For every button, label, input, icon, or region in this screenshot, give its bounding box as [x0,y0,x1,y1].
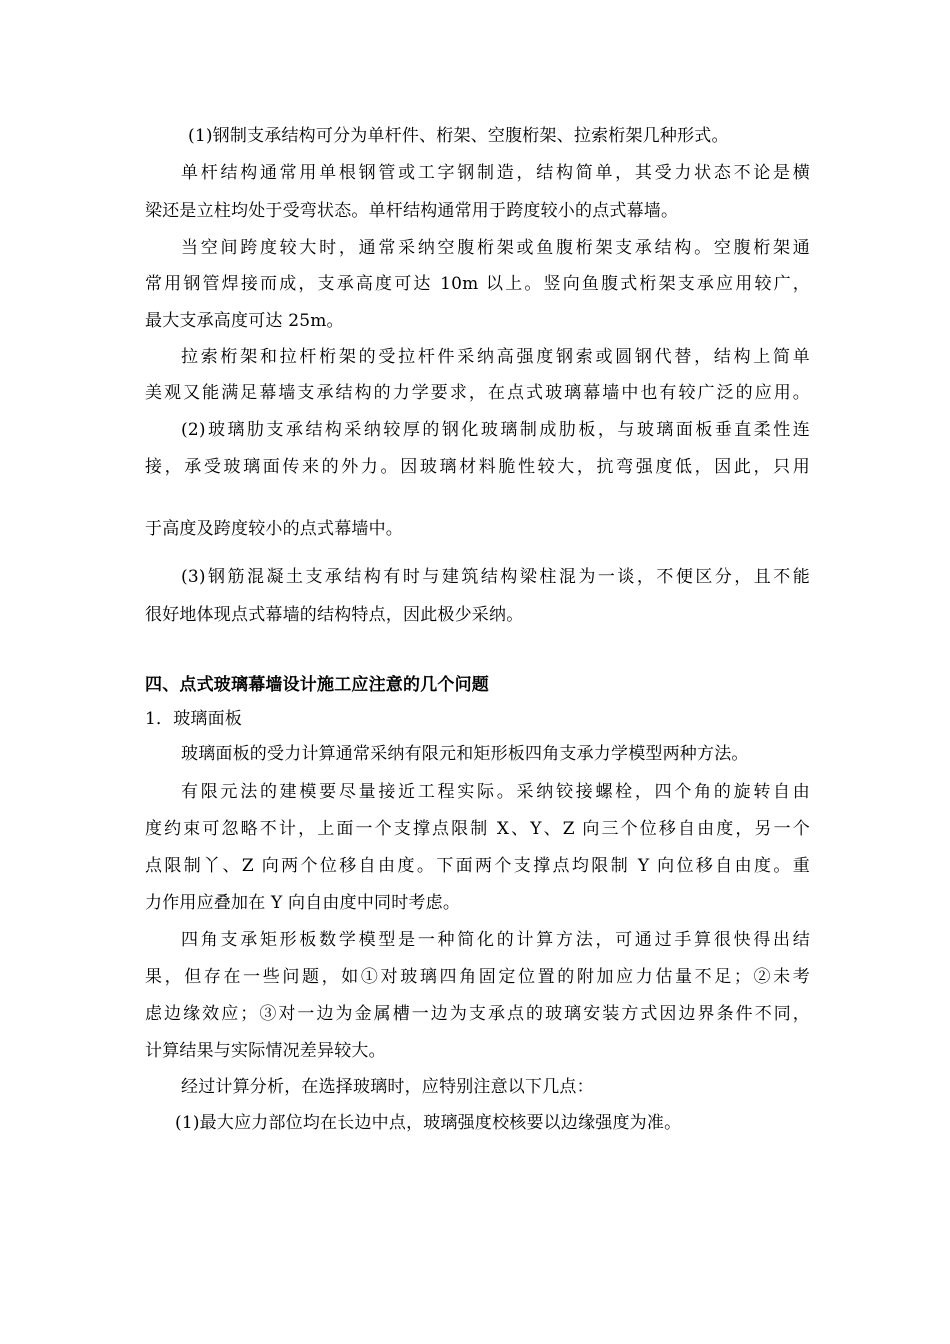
subsection-heading-glass-panel: 1．玻璃面板 [145,709,243,729]
paragraph-concrete-support-line-2: 很好地体现点式幕墙的结构特点，因此极少采纳。 [145,605,524,625]
paragraph-glass-fin-line-3: 于高度及跨度较小的点式幕墙中。 [145,519,403,539]
paragraph-cable-truss-line-2: 美观又能满足幕墙支承结构的力学要求，在点式玻璃幕墙中也有较广泛的应用。 [145,383,810,403]
paragraph-single-member-line-2: 梁还是立柱均处于受弯状态。单杆结构通常用于跨度较小的点式幕墙。 [145,201,679,221]
paragraph-glass-fin-line-2: 接，承受玻璃面传来的外力。因玻璃材料脆性较大，抗弯强度低，因此，只用 [145,457,810,477]
section-heading-four: 四、点式玻璃幕墙设计施工应注意的几个问题 [145,675,489,695]
paragraph-four-corner-line-2: 果，但存在一些问题，如①对玻璃四角固定位置的附加应力估量不足；②未考 [145,967,810,987]
paragraph-fem-line-1: 有限元法的建模要尽量接近工程实际。采纳铰接螺栓，四个角的旋转自由 [181,782,810,802]
paragraph-open-web-truss-line-1: 当空间跨度较大时，通常采纳空腹桁架或鱼腹桁架支承结构。空腹桁架通 [181,238,810,258]
paragraph-fem-line-4: 力作用应叠加在 Y 向自由度中同时考虑。 [145,893,461,913]
paragraph-steel-support-forms: (1)钢制支承结构可分为单杆件、桁架、空腹桁架、拉索桁架几种形式。 [188,126,729,146]
paragraph-open-web-truss-line-3: 最大支承高度可达 25m。 [145,311,344,331]
paragraph-single-member-line-1: 单杆结构通常用单根钢管或工字钢制造，结构简单，其受力状态不论是横 [181,163,810,183]
paragraph-concrete-support-line-1: (3)钢筋混凝土支承结构有时与建筑结构梁柱混为一谈，不便区分，且不能 [181,567,810,587]
paragraph-open-web-truss-line-2: 常用钢管焊接而成，支承高度可达 10m 以上。竖向鱼腹式桁架支承应用较广， [145,274,810,294]
paragraph-analysis-intro: 经过计算分析，在选择玻璃时，应特别注意以下几点： [181,1077,594,1097]
paragraph-cable-truss-line-1: 拉索桁架和拉杆桁架的受拉杆件采纳高强度钢索或圆钢代替，结构上简单 [181,347,810,367]
paragraph-fem-line-3: 点限制丫、Z 向两个位移自由度。下面两个支撑点均限制 Y 向位移自由度。重 [145,856,810,876]
paragraph-four-corner-line-3: 虑边缘效应；③对一边为金属槽一边为支承点的玻璃安装方式因边界条件不同， [145,1004,810,1024]
paragraph-max-stress-point: (1)最大应力部位均在长边中点，玻璃强度校核要以边缘强度为准。 [175,1113,682,1133]
paragraph-glass-panel-calc: 玻璃面板的受力计算通常采纳有限元和矩形板四角支承力学模型两种方法。 [181,744,749,764]
paragraph-glass-fin-line-1: (2)玻璃肋支承结构采纳较厚的钢化玻璃制成肋板，与玻璃面板垂直柔性连 [181,420,810,440]
paragraph-four-corner-line-1: 四角支承矩形板数学模型是一种简化的计算方法，可通过手算很快得出结 [181,930,810,950]
paragraph-four-corner-line-4: 计算结果与实际情况差异较大。 [145,1041,386,1061]
paragraph-fem-line-2: 度约束可忽略不计，上面一个支撑点限制 X、Y、Z 向三个位移自由度，另一个 [145,819,810,839]
